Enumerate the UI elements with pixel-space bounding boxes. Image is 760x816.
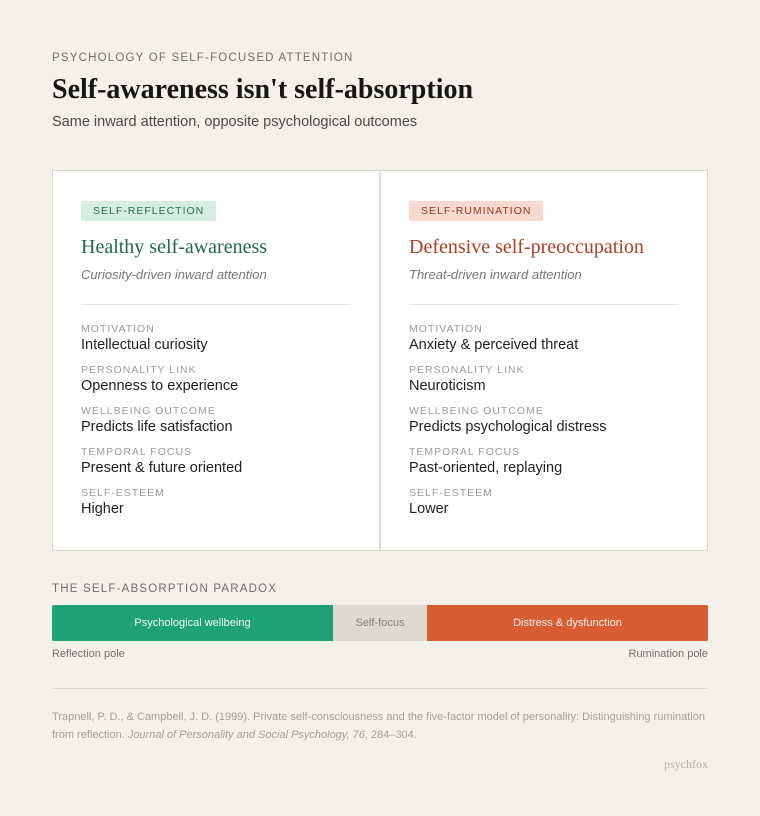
reflection-badge: SELF-REFLECTION bbox=[81, 201, 216, 221]
page-title: Self-awareness isn't self-absorption bbox=[52, 74, 474, 105]
reflection-row-selfesteem bbox=[81, 487, 351, 517]
row-label: PERSONALITY LINK bbox=[81, 364, 197, 376]
citation-journal: Journal of Personality and Social Psychology, 76 bbox=[127, 729, 365, 741]
wellbeing-segment: Psychological wellbeing bbox=[52, 605, 333, 641]
row-value: Predicts psychological distress bbox=[409, 419, 607, 435]
row-value: Past-oriented, replaying bbox=[409, 460, 563, 476]
reflection-row-personality bbox=[81, 364, 351, 394]
rumination-row-wellbeing bbox=[409, 405, 679, 435]
reflection-pole-label: Reflection pole bbox=[52, 648, 125, 660]
citation bbox=[52, 708, 712, 744]
row-value: Neuroticism bbox=[409, 378, 486, 394]
row-label: SELF-ESTEEM bbox=[409, 487, 493, 499]
rumination-card bbox=[381, 171, 707, 550]
rumination-subtitle: Threat-driven inward attention bbox=[409, 267, 582, 282]
reflection-card bbox=[53, 171, 381, 550]
rumination-row-motivation bbox=[409, 323, 679, 353]
row-value: Anxiety & perceived threat bbox=[409, 337, 579, 353]
row-value: Higher bbox=[81, 501, 124, 517]
paradox-spectrum-bar bbox=[52, 605, 708, 641]
eyebrow-label: PSYCHOLOGY OF SELF-FOCUSED ATTENTION bbox=[52, 52, 354, 64]
self-focus-segment: Self-focus bbox=[333, 605, 427, 641]
row-label: WELLBEING OUTCOME bbox=[81, 405, 216, 417]
reflection-row-wellbeing bbox=[81, 405, 351, 435]
row-value: Predicts life satisfaction bbox=[81, 419, 233, 435]
citation-authors: Trapnell, P. D., & Campbell, J. D. (1999). Private self-consciousness and the five-factor model of personality: Distinguishing rumination from reflection. bbox=[52, 711, 705, 741]
rumination-row-selfesteem bbox=[409, 487, 679, 517]
row-label: MOTIVATION bbox=[409, 323, 483, 335]
page-subtitle: Same inward attention, opposite psychological outcomes bbox=[52, 114, 418, 130]
paradox-label: THE SELF-ABSORPTION PARADOX bbox=[52, 583, 278, 595]
citation-pages: , 284–304. bbox=[364, 729, 417, 741]
reflection-subtitle: Curiosity-driven inward attention bbox=[81, 267, 267, 282]
rumination-row-temporal bbox=[409, 446, 679, 476]
row-label: TEMPORAL FOCUS bbox=[409, 446, 521, 458]
row-label: MOTIVATION bbox=[81, 323, 155, 335]
rumination-badge: SELF-RUMINATION bbox=[409, 201, 543, 221]
distress-segment: Distress & dysfunction bbox=[427, 605, 708, 641]
footer-divider bbox=[52, 688, 708, 689]
reflection-row-temporal bbox=[81, 446, 351, 476]
row-value: Openness to experience bbox=[81, 378, 239, 394]
rumination-title: Defensive self-preoccupation bbox=[409, 236, 644, 258]
brand-wordmark: psychfox bbox=[664, 757, 708, 771]
row-label: WELLBEING OUTCOME bbox=[409, 405, 544, 417]
reflection-row-motivation bbox=[81, 323, 351, 353]
row-label: SELF-ESTEEM bbox=[81, 487, 165, 499]
row-value: Present & future oriented bbox=[81, 460, 243, 476]
comparison-cards bbox=[52, 170, 708, 551]
card-divider bbox=[409, 304, 679, 305]
row-label: PERSONALITY LINK bbox=[409, 364, 525, 376]
card-divider bbox=[81, 304, 351, 305]
row-value: Lower bbox=[409, 501, 449, 517]
row-value: Intellectual curiosity bbox=[81, 337, 208, 353]
rumination-pole-label: Rumination pole bbox=[628, 648, 708, 660]
reflection-title: Healthy self-awareness bbox=[81, 236, 268, 258]
rumination-row-personality bbox=[409, 364, 679, 394]
row-label: TEMPORAL FOCUS bbox=[81, 446, 193, 458]
